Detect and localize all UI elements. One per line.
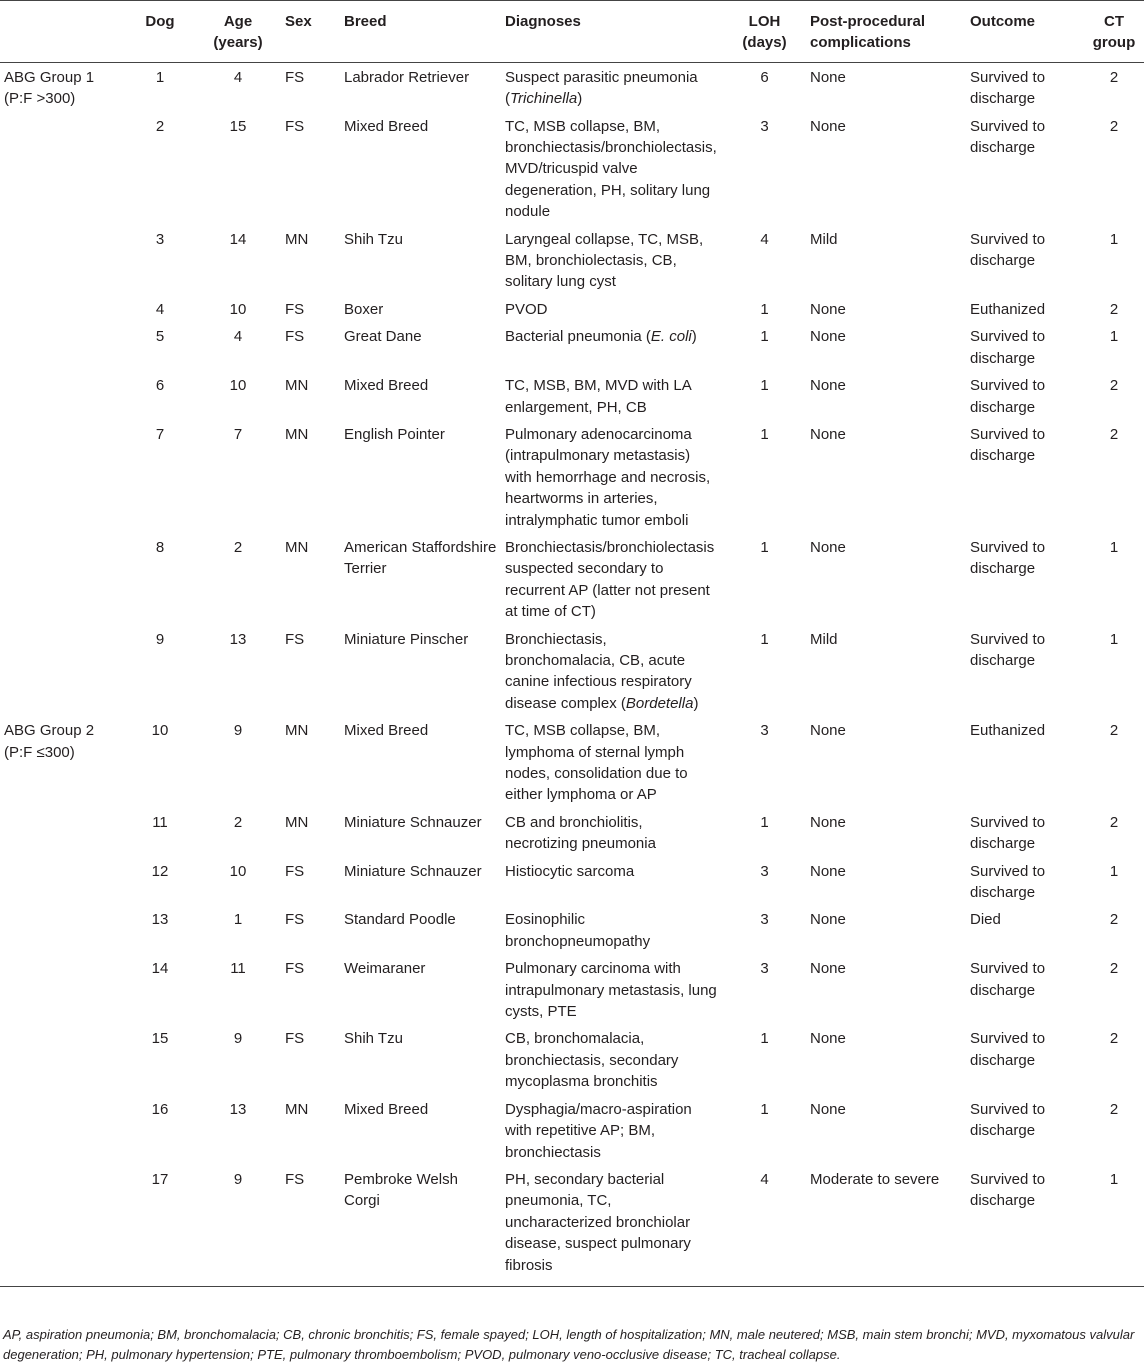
diagnosis-text: CB, bronchomalacia, bronchiectasis, secondary mycoplasma bronchitis bbox=[505, 1030, 679, 1091]
cell-complications: None bbox=[810, 1100, 846, 1118]
cell-sex: MN bbox=[285, 230, 309, 248]
table-row bbox=[0, 371, 1144, 420]
cell-group bbox=[0, 322, 125, 371]
cell-breed: American Staffordshire Terrier bbox=[344, 538, 497, 578]
diagnosis-organism: Bordetella bbox=[625, 694, 694, 712]
cell-loh: 1 bbox=[760, 377, 769, 395]
table-row bbox=[0, 112, 1144, 225]
cell-diagnoses bbox=[501, 625, 723, 717]
cell-dog: 7 bbox=[155, 425, 165, 443]
cell-outcome: Survived to discharge bbox=[970, 328, 1046, 367]
cell-group bbox=[0, 420, 125, 533]
header-sex: Sex bbox=[285, 13, 312, 30]
cell-loh: 1 bbox=[760, 1100, 769, 1118]
cell-breed: Mixed Breed bbox=[344, 117, 429, 135]
cell-outcome: Survived to discharge bbox=[970, 538, 1046, 578]
cell-group: ABG Group 2 (P:F ≤300) bbox=[4, 722, 95, 761]
cell-group bbox=[0, 295, 125, 322]
cell-diagnoses bbox=[501, 857, 723, 906]
cell-loh: 1 bbox=[760, 300, 769, 318]
cell-dog: 1 bbox=[155, 68, 165, 86]
cell-diagnoses bbox=[501, 1095, 723, 1165]
cell-sex: FS bbox=[285, 960, 305, 978]
cell-age: 7 bbox=[233, 425, 243, 443]
cell-outcome: Survived to discharge bbox=[970, 1030, 1046, 1069]
cell-complications: None bbox=[810, 960, 846, 978]
diagnosis-text: Histiocytic sarcoma bbox=[505, 862, 635, 880]
cell-complications: None bbox=[810, 68, 846, 86]
diagnosis-text: Suspect parasitic pneumonia ( bbox=[505, 68, 698, 108]
cell-ct-group: 1 bbox=[1109, 328, 1119, 346]
cell-loh: 1 bbox=[760, 630, 769, 648]
cell-sex: MN bbox=[285, 425, 309, 443]
header-group bbox=[0, 1, 125, 63]
cell-outcome: Euthanized bbox=[970, 300, 1046, 318]
cell-dog: 17 bbox=[151, 1170, 169, 1188]
cell-loh: 3 bbox=[760, 722, 769, 740]
cell-complications: None bbox=[810, 862, 846, 880]
cell-group bbox=[0, 112, 125, 225]
cell-outcome: Survived to discharge bbox=[970, 230, 1046, 270]
table-row bbox=[0, 420, 1144, 533]
cell-breed: Boxer bbox=[344, 300, 384, 318]
table-row bbox=[0, 954, 1144, 1024]
cell-ct-group: 1 bbox=[1109, 1170, 1119, 1188]
cell-complications: None bbox=[810, 300, 846, 318]
cell-sex: FS bbox=[285, 1170, 305, 1188]
cell-complications: None bbox=[810, 813, 846, 831]
cell-dog: 4 bbox=[155, 300, 165, 318]
cell-sex: FS bbox=[285, 630, 305, 648]
header-outcome: Outcome bbox=[970, 13, 1036, 30]
header-age: Age (years) bbox=[213, 13, 263, 52]
cell-age: 4 bbox=[233, 328, 243, 346]
cell-dog: 12 bbox=[151, 862, 169, 880]
cell-diagnoses bbox=[501, 905, 723, 954]
cell-ct-group: 1 bbox=[1109, 230, 1119, 248]
cell-ct-group: 1 bbox=[1109, 862, 1119, 880]
cell-dog: 2 bbox=[155, 117, 165, 135]
cell-diagnoses bbox=[501, 420, 723, 533]
cell-loh: 1 bbox=[760, 813, 769, 831]
cell-sex: MN bbox=[285, 722, 309, 740]
cell-outcome: Survived to discharge bbox=[970, 1100, 1046, 1140]
cell-diagnoses bbox=[501, 371, 723, 420]
table-row bbox=[0, 62, 1144, 111]
header-loh: LOH (days) bbox=[742, 13, 787, 52]
cell-loh: 6 bbox=[760, 68, 769, 86]
cell-sex: FS bbox=[285, 862, 305, 880]
cell-outcome: Euthanized bbox=[970, 722, 1046, 740]
cell-outcome: Survived to discharge bbox=[970, 862, 1046, 902]
cell-sex: FS bbox=[285, 117, 305, 135]
cell-group bbox=[0, 808, 125, 857]
cell-dog: 6 bbox=[155, 377, 165, 395]
cell-breed: Mixed Breed bbox=[344, 377, 429, 395]
cell-breed: Standard Poodle bbox=[344, 911, 456, 929]
cell-age: 1 bbox=[233, 911, 243, 929]
cell-sex: MN bbox=[285, 1100, 309, 1118]
cell-loh: 3 bbox=[760, 117, 769, 135]
cell-sex: FS bbox=[285, 300, 305, 318]
table-row bbox=[0, 808, 1144, 857]
cell-outcome: Died bbox=[970, 911, 1001, 929]
cell-complications: None bbox=[810, 328, 846, 346]
header-dog: Dog bbox=[145, 13, 175, 30]
cell-loh: 4 bbox=[760, 1170, 769, 1188]
cell-complications: None bbox=[810, 911, 846, 929]
table-row bbox=[0, 1024, 1144, 1094]
cell-sex: MN bbox=[285, 538, 309, 556]
cell-group bbox=[0, 625, 125, 717]
cell-ct-group: 2 bbox=[1109, 813, 1119, 831]
cell-complications: None bbox=[810, 722, 846, 740]
table-row bbox=[0, 295, 1144, 322]
cell-ct-group: 2 bbox=[1109, 1030, 1119, 1048]
cell-breed: Miniature Schnauzer bbox=[344, 862, 482, 880]
cell-age: 13 bbox=[229, 630, 247, 648]
cell-sex: MN bbox=[285, 813, 309, 831]
cell-ct-group: 2 bbox=[1109, 68, 1119, 86]
table-row bbox=[0, 322, 1144, 371]
cell-dog: 13 bbox=[151, 911, 169, 929]
cell-age: 2 bbox=[233, 813, 243, 831]
cell-sex: FS bbox=[285, 68, 305, 86]
cell-group bbox=[0, 1024, 125, 1094]
cell-outcome: Survived to discharge bbox=[970, 68, 1046, 108]
cell-loh: 4 bbox=[760, 230, 769, 248]
diagnosis-text: Pulmonary adenocarcinoma (intrapulmonary metastasis) with hemorrhage and necrosis, heartworms in arteries, intralymphatic tumor emboli bbox=[505, 425, 711, 529]
cell-ct-group: 2 bbox=[1109, 911, 1119, 929]
header-complications: Post-procedural complications bbox=[810, 13, 926, 52]
header-ct-group: CT group bbox=[1092, 13, 1136, 52]
table-row bbox=[0, 225, 1144, 295]
cell-diagnoses bbox=[501, 225, 723, 295]
cell-group bbox=[0, 225, 125, 295]
diagnosis-organism: E. coli bbox=[650, 328, 692, 346]
cell-breed: Great Dane bbox=[344, 328, 422, 346]
header-diagnoses: Diagnoses bbox=[505, 13, 581, 30]
cell-dog: 3 bbox=[155, 230, 165, 248]
cell-ct-group: 2 bbox=[1109, 377, 1119, 395]
cell-breed: Weimaraner bbox=[344, 960, 426, 978]
cell-dog: 14 bbox=[151, 960, 169, 978]
cell-outcome: Survived to discharge bbox=[970, 960, 1046, 999]
cell-breed: Shih Tzu bbox=[344, 230, 403, 248]
cell-diagnoses bbox=[501, 808, 723, 857]
cell-dog: 10 bbox=[151, 722, 169, 740]
cell-outcome: Survived to discharge bbox=[970, 377, 1046, 416]
diagnosis-text: TC, MSB collapse, BM, bronchiectasis/bronchiolectasis, MVD/tricuspid valve degeneration, PH, solitary lung nodule bbox=[505, 117, 717, 221]
cell-loh: 3 bbox=[760, 862, 769, 880]
cell-loh: 1 bbox=[760, 425, 769, 443]
cell-ct-group: 2 bbox=[1109, 960, 1119, 978]
cell-group: ABG Group 1 (P:F >300) bbox=[4, 68, 95, 108]
cell-ct-group: 2 bbox=[1109, 117, 1119, 135]
cell-breed: Mixed Breed bbox=[344, 1100, 429, 1118]
cell-loh: 1 bbox=[760, 538, 769, 556]
table-row bbox=[0, 533, 1144, 625]
cell-group bbox=[0, 1095, 125, 1165]
cell-age: 4 bbox=[233, 68, 243, 86]
diagnosis-text: Bronchiectasis, bronchomalacia, CB, acute canine infectious respiratory disease complex ( bbox=[505, 630, 692, 712]
diagnosis-text: CB and bronchiolitis, necrotizing pneumonia bbox=[505, 813, 656, 853]
diagnosis-organism: Trichinella bbox=[510, 90, 578, 108]
cell-sex: FS bbox=[285, 1030, 305, 1048]
cell-group bbox=[0, 371, 125, 420]
cell-age: 14 bbox=[229, 230, 247, 248]
cell-dog: 5 bbox=[155, 328, 165, 346]
diagnosis-text: PVOD bbox=[505, 300, 548, 318]
cell-age: 9 bbox=[233, 1170, 243, 1188]
table-row bbox=[0, 716, 1144, 808]
cell-breed: Miniature Schnauzer bbox=[344, 813, 482, 831]
cell-diagnoses bbox=[501, 62, 723, 111]
table-row bbox=[0, 625, 1144, 717]
table-footnote: AP, aspiration pneumonia; BM, bronchomalacia; CB, chronic bronchitis; FS, female spayed; LOH, length of hospitalization; MN, male neutered; MSB, main stem bronchi; MVD, myxomatous valvular degeneration; PH, pulmonary hypertension; PTE, pulmonary thromboembolism; PVOD, pulmonary veno-occlusive disease; TC, tracheal collapse. bbox=[3, 1327, 1135, 1362]
cell-outcome: Survived to discharge bbox=[970, 630, 1046, 669]
cell-complications: None bbox=[810, 425, 846, 443]
cell-diagnoses bbox=[501, 954, 723, 1024]
table-row bbox=[0, 1095, 1144, 1165]
cell-sex: FS bbox=[285, 328, 305, 346]
cell-dog: 8 bbox=[155, 538, 165, 556]
table-body bbox=[0, 62, 1144, 1286]
cell-age: 10 bbox=[229, 377, 247, 395]
cell-age: 9 bbox=[233, 1030, 243, 1048]
cell-outcome: Survived to discharge bbox=[970, 1170, 1046, 1210]
cell-outcome: Survived to discharge bbox=[970, 813, 1046, 853]
cell-breed: Miniature Pinscher bbox=[344, 630, 469, 648]
cell-breed: Shih Tzu bbox=[344, 1030, 403, 1048]
header-breed: Breed bbox=[344, 13, 387, 30]
table-row bbox=[0, 857, 1144, 906]
cell-age: 2 bbox=[233, 538, 243, 556]
cell-dog: 15 bbox=[151, 1030, 169, 1048]
cell-ct-group: 2 bbox=[1109, 1100, 1119, 1118]
cell-complications: None bbox=[810, 538, 846, 556]
cell-diagnoses bbox=[501, 1024, 723, 1094]
cell-age: 9 bbox=[233, 722, 243, 740]
cell-loh: 1 bbox=[760, 1030, 769, 1048]
cell-ct-group: 1 bbox=[1109, 538, 1119, 556]
diagnosis-text: PH, secondary bacterial pneumonia, TC, uncharacterized bronchiolar disease, suspect pulmonary fibrosis bbox=[505, 1170, 691, 1274]
cell-loh: 1 bbox=[760, 328, 769, 346]
diagnosis-text: Bronchiectasis/bronchiolectasis suspected secondary to recurrent AP (latter not present at time of CT) bbox=[505, 538, 715, 621]
diagnosis-text: Pulmonary carcinoma with intrapulmonary metastasis, lung cysts, PTE bbox=[505, 960, 717, 1021]
cell-complications: Moderate to severe bbox=[810, 1170, 940, 1188]
cell-complications: None bbox=[810, 1030, 846, 1048]
cell-age: 11 bbox=[230, 960, 246, 978]
diagnosis-text: ) bbox=[691, 328, 697, 346]
cell-sex: FS bbox=[285, 911, 305, 929]
cell-complications: Mild bbox=[810, 230, 838, 248]
cell-age: 10 bbox=[229, 862, 247, 880]
cell-group bbox=[0, 533, 125, 625]
cell-complications: None bbox=[810, 377, 846, 395]
cell-age: 10 bbox=[229, 300, 247, 318]
cell-diagnoses bbox=[501, 716, 723, 808]
cell-ct-group: 2 bbox=[1109, 300, 1119, 318]
cell-dog: 11 bbox=[152, 813, 168, 831]
diagnosis-text: Bacterial pneumonia ( bbox=[505, 328, 651, 346]
diagnosis-text: TC, MSB, BM, MVD with LA enlargement, PH, CB bbox=[505, 377, 691, 416]
cell-age: 13 bbox=[229, 1100, 247, 1118]
cell-loh: 3 bbox=[760, 911, 769, 929]
diagnosis-text: TC, MSB collapse, BM, lymphoma of sternal lymph nodes, consolidation due to either lymphoma or AP bbox=[505, 722, 688, 804]
cell-diagnoses bbox=[501, 295, 723, 322]
table-row bbox=[0, 905, 1144, 954]
cell-breed: Labrador Retriever bbox=[344, 68, 470, 86]
diagnosis-text: Dysphagia/macro-aspiration with repetitive AP; BM, bronchiectasis bbox=[505, 1100, 692, 1161]
cell-age: 15 bbox=[229, 117, 247, 135]
cell-diagnoses bbox=[501, 112, 723, 225]
cell-complications: None bbox=[810, 117, 846, 135]
cell-breed: English Pointer bbox=[344, 425, 445, 443]
diagnosis-text: Laryngeal collapse, TC, MSB, BM, bronchiolectasis, CB, solitary lung cyst bbox=[505, 230, 704, 291]
diagnosis-text: ) bbox=[693, 694, 699, 712]
diagnosis-text: ) bbox=[577, 90, 583, 108]
cell-ct-group: 2 bbox=[1109, 722, 1119, 740]
diagnosis-text: Eosinophilic bronchopneumopathy bbox=[505, 911, 651, 950]
cell-diagnoses bbox=[501, 533, 723, 625]
cell-ct-group: 2 bbox=[1109, 425, 1119, 443]
cell-loh: 3 bbox=[760, 960, 769, 978]
cell-group bbox=[0, 1165, 125, 1287]
cell-outcome: Survived to discharge bbox=[970, 117, 1046, 157]
cell-diagnoses bbox=[501, 322, 723, 371]
cell-group bbox=[0, 857, 125, 906]
cell-ct-group: 1 bbox=[1109, 630, 1119, 648]
cell-breed: Pembroke Welsh Corgi bbox=[344, 1170, 458, 1210]
cell-dog: 9 bbox=[155, 630, 165, 648]
cell-outcome: Survived to discharge bbox=[970, 425, 1046, 465]
cell-complications: Mild bbox=[810, 630, 838, 648]
cell-sex: MN bbox=[285, 377, 309, 395]
cell-breed: Mixed Breed bbox=[344, 722, 429, 740]
header-row bbox=[0, 1, 1144, 63]
cell-dog: 16 bbox=[151, 1100, 169, 1118]
table-row bbox=[0, 1165, 1144, 1287]
cell-diagnoses bbox=[501, 1165, 723, 1287]
cell-group bbox=[0, 905, 125, 954]
cell-group bbox=[0, 954, 125, 1024]
